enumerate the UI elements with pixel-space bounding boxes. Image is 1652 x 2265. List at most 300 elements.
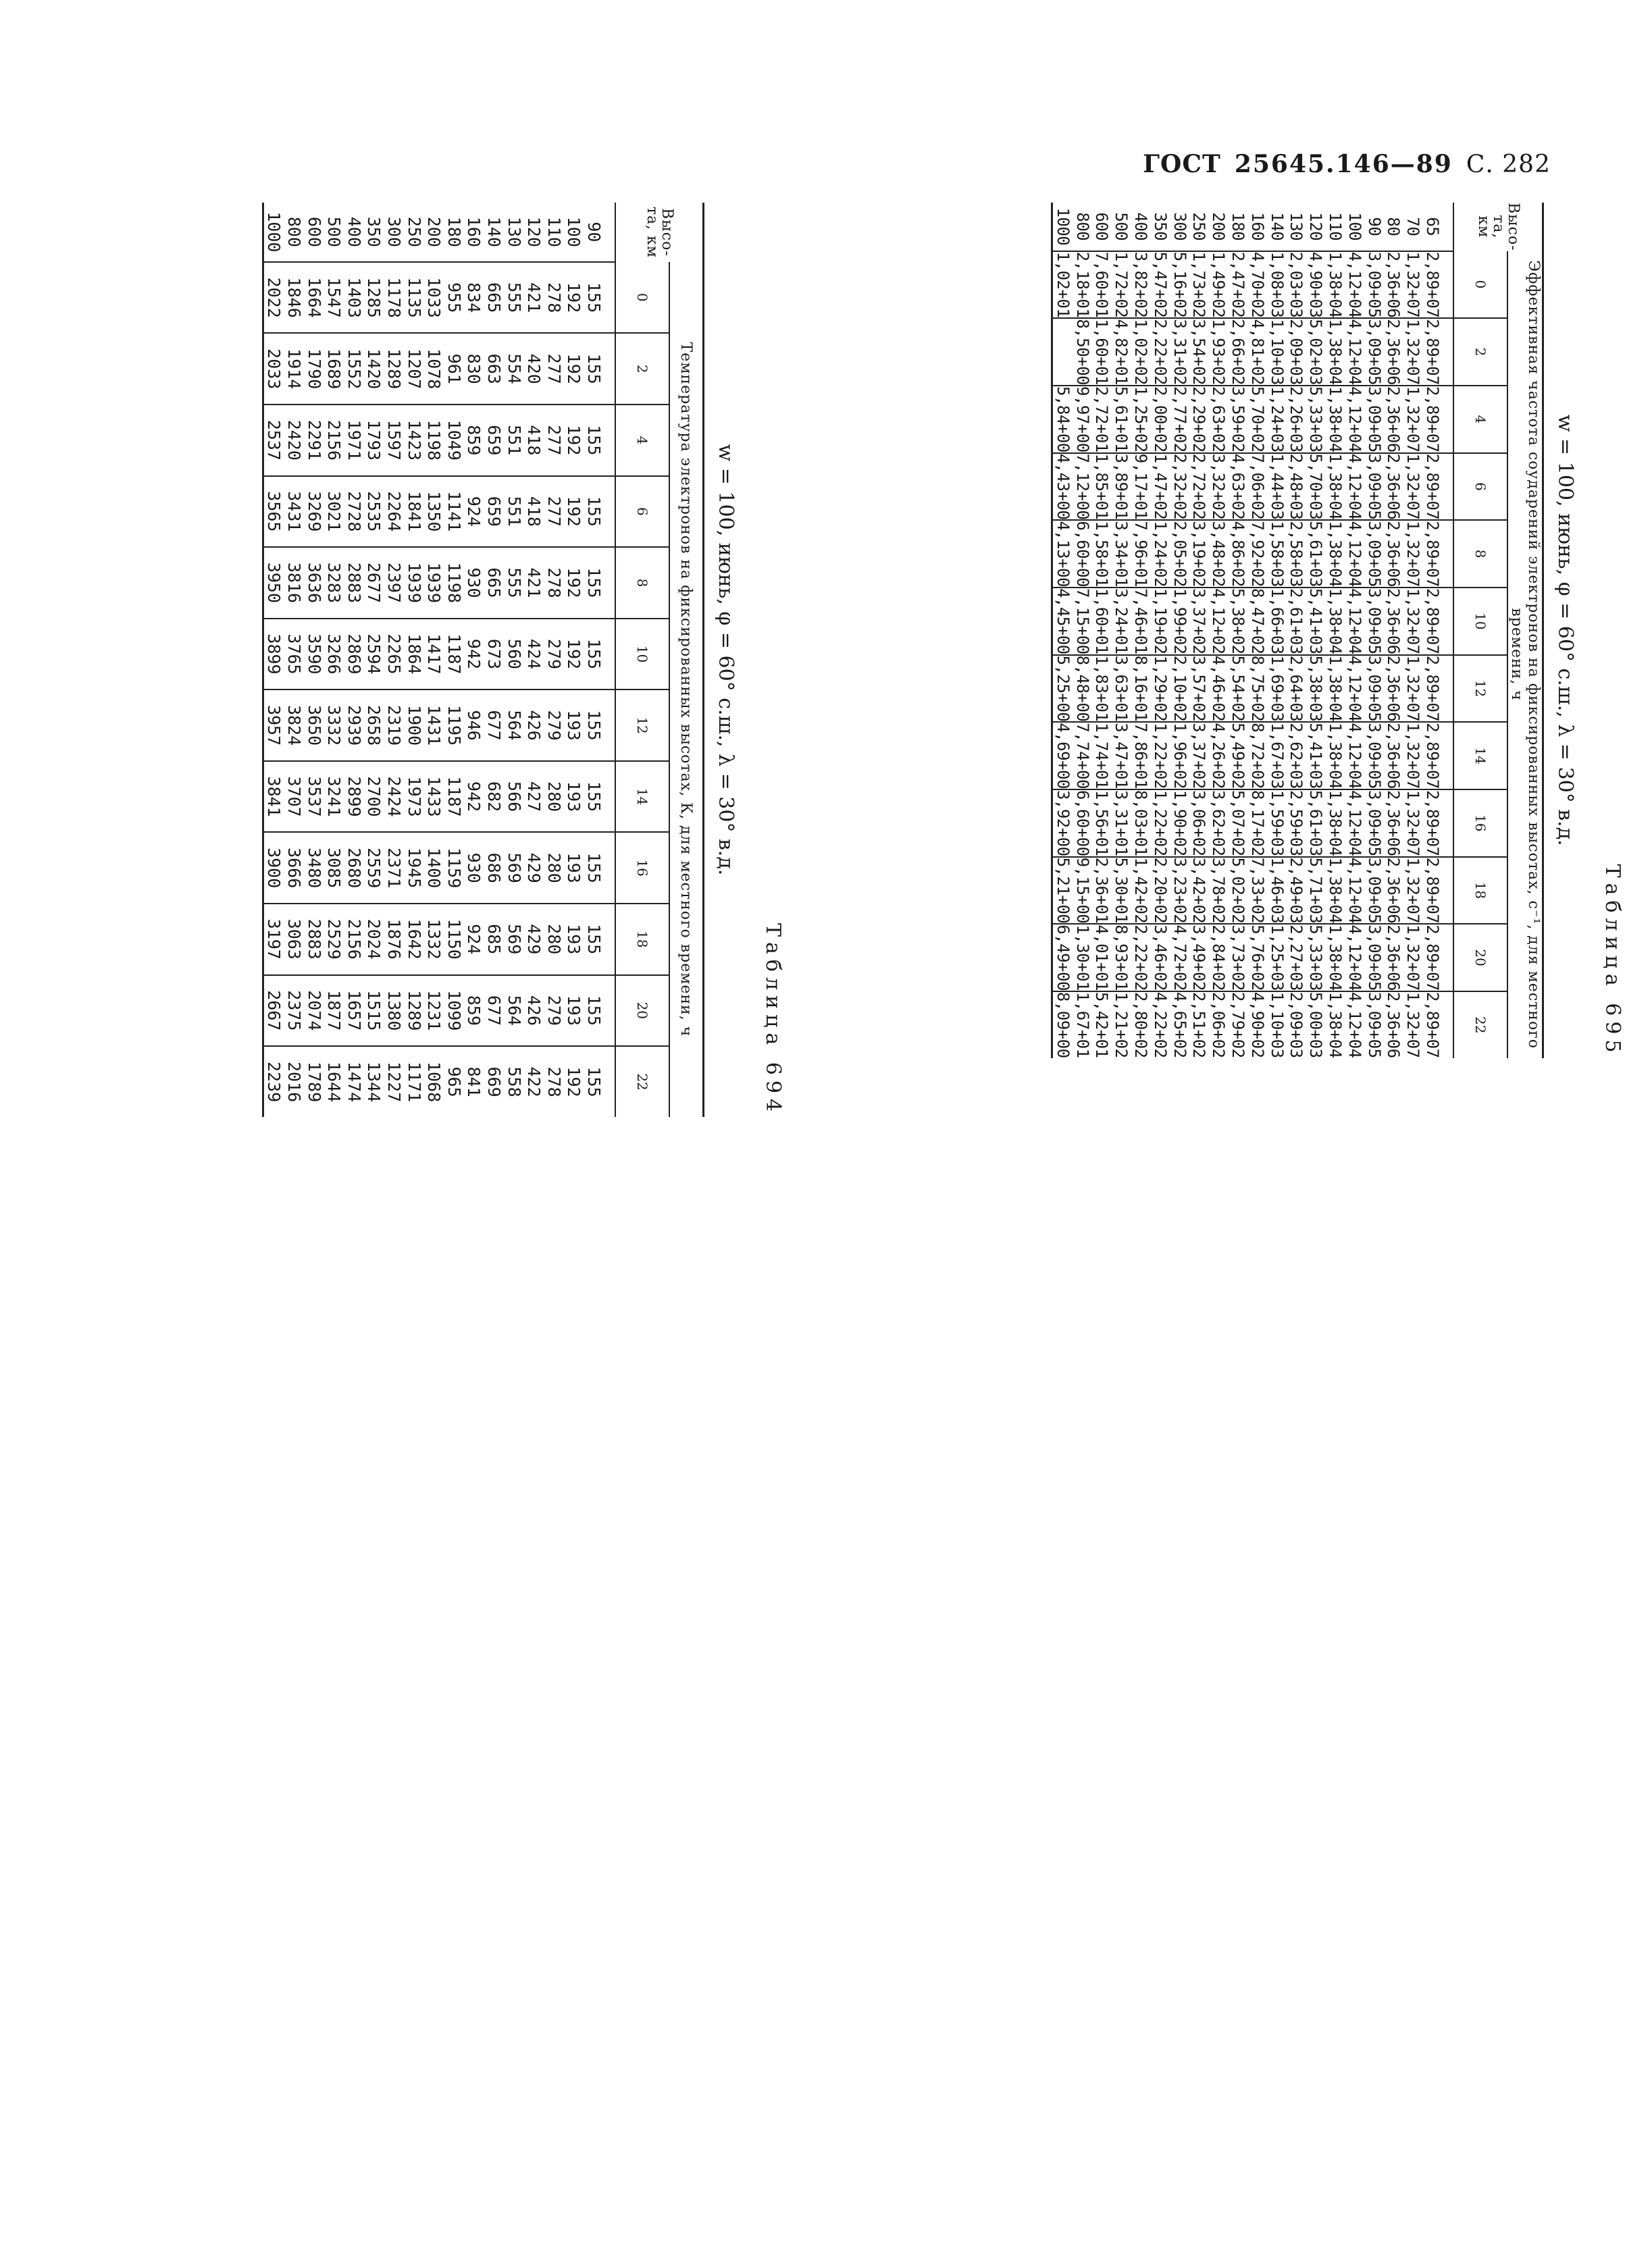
table-cell: 8,17+02: [1247, 789, 1267, 856]
table-cell: 2,22+02: [1131, 925, 1151, 991]
table-cell: 2,89+07: [1423, 789, 1442, 856]
table-cell: 279: [544, 710, 564, 741]
table-cell: 5,84+00: [1053, 386, 1073, 452]
table-cell: 5,61+01: [1112, 386, 1131, 452]
table-cell: 2,36+06: [1384, 723, 1403, 789]
table-cell: 155: [584, 995, 604, 1026]
table-cell: 834: [464, 282, 484, 313]
table-cell: 569: [504, 924, 524, 955]
table-cell: 3480: [304, 848, 324, 889]
altitude-value: 180: [1229, 212, 1248, 241]
table-cell: 5,02+03: [1306, 319, 1326, 385]
table-cell: 558: [504, 1066, 524, 1097]
table-cell: 2265: [384, 633, 405, 675]
altitude-value: 70: [1403, 217, 1423, 236]
table-cell: 3,09+05: [1364, 251, 1384, 318]
table-cell: 2424: [384, 776, 405, 817]
table-cell: 3,48+02: [1209, 521, 1229, 587]
table-cell: 155: [584, 852, 604, 883]
table-cell: 1,38+04: [1326, 857, 1345, 924]
table-cell: 3,09+05: [1364, 386, 1384, 452]
table-cell: 3,32+02: [1209, 453, 1229, 520]
table-cell: 3957: [264, 704, 284, 746]
table-cell: 1,25+02: [1131, 386, 1151, 452]
table-cell: 1150: [444, 918, 464, 960]
table-label: Таблица 694: [761, 923, 785, 1117]
table-cell: 2371: [384, 848, 405, 889]
table-cell: 2537: [264, 419, 284, 461]
table-cell: 7,33+02: [1247, 857, 1267, 924]
table-cell: 3650: [304, 704, 324, 746]
altitude-value: 80: [1384, 217, 1403, 236]
table-cell: 3,34+01: [1112, 521, 1131, 587]
altitude-value: 200: [424, 216, 444, 248]
table-cell: 3,09+05: [1364, 453, 1384, 520]
table-cell: 7,60+01: [1092, 251, 1112, 318]
table-cell: 155: [584, 638, 604, 670]
table-cell: 2,36+06: [1384, 991, 1403, 1058]
table-cell: 2156: [324, 419, 344, 461]
table-cell: 155: [584, 710, 604, 741]
table-cell: 418: [524, 496, 544, 527]
table-cell: 1,29+02: [1150, 655, 1170, 722]
table-cell: 8,48+00: [1073, 655, 1092, 722]
altitude-value: 400: [344, 216, 364, 248]
table-cell: 1,38+04: [1326, 453, 1345, 520]
column-header-time: 14: [1453, 722, 1507, 789]
table-cell: 669: [484, 1066, 505, 1097]
table-cell: 1790: [304, 348, 324, 390]
table-cell: 3,09+05: [1364, 925, 1384, 991]
altitude-value: 600: [304, 216, 324, 248]
table-cell: 2,89+07: [1423, 857, 1442, 924]
column-header-time: 8: [1453, 520, 1507, 588]
table-cell: 3431: [284, 491, 305, 532]
table-cell: 1423: [404, 419, 424, 461]
table-cell: 1420: [364, 348, 384, 390]
table-cell: 155: [584, 425, 604, 456]
table-cell: 841: [464, 1066, 484, 1097]
table-cell: 1,32+07: [1403, 925, 1423, 991]
table-cell: 4,90+03: [1306, 251, 1326, 318]
table-title: w = 100, июнь, φ = 60° с.ш., λ = 30° в.д.: [714, 444, 738, 876]
table-cell: 3590: [304, 633, 324, 675]
table-cell: 955: [444, 282, 464, 313]
table-cell: 280: [544, 781, 564, 812]
table-cell: 9,17+01: [1131, 453, 1151, 520]
table-cell: 3,31+01: [1112, 789, 1131, 856]
table-cell: 155: [584, 353, 604, 384]
value-column: [1052, 386, 1453, 453]
altitude-value: 300: [384, 216, 405, 248]
table-cell: 1939: [424, 562, 444, 604]
table-cell: 1,93+02: [1209, 319, 1229, 385]
table-cell: 193: [564, 781, 584, 812]
table-cell: 1,67+03: [1267, 723, 1287, 789]
table-cell: 2,36+06: [1384, 521, 1403, 587]
table-cell: 2,36+06: [1384, 789, 1403, 856]
table-cell: 4,26+02: [1209, 723, 1229, 789]
table-cell: 3063: [284, 918, 305, 960]
table-cell: 3,09+05: [1364, 588, 1384, 654]
table-cell: 5,38+03: [1306, 655, 1326, 722]
table-cell: 1,32+07: [1403, 789, 1423, 856]
table-cell: 3,31+02: [1170, 319, 1189, 385]
table-cell: 3,59+02: [1229, 386, 1248, 452]
table-cell: 3,57+02: [1189, 655, 1209, 722]
table-cell: 1,44+03: [1267, 453, 1287, 520]
table-cell: 2,77+02: [1170, 386, 1189, 452]
table-cell: 2156: [344, 918, 364, 960]
table-cell: 1187: [444, 633, 464, 675]
table-cell: 1,72+02: [1112, 251, 1131, 318]
table-cell: 3283: [324, 562, 344, 604]
table-cell: 3,46+02: [1150, 925, 1170, 991]
table-cell: 4,70+02: [1247, 251, 1267, 318]
altitude-value: 160: [1247, 212, 1267, 241]
table-cell: 1,32+07: [1403, 251, 1423, 318]
table-cell: 2899: [344, 776, 364, 817]
table-cell: 7,92+02: [1247, 521, 1267, 587]
value-column: [263, 547, 615, 619]
table-cell: 2,00+02: [1150, 386, 1170, 452]
table-cell: 3537: [304, 776, 324, 817]
table-cell: 3085: [324, 848, 344, 889]
table-cell: 1078: [424, 348, 444, 390]
table-cell: 3899: [264, 633, 284, 675]
altitude-value: 800: [1073, 212, 1092, 241]
value-column: [263, 832, 615, 904]
table-cell: 2016: [284, 1061, 305, 1103]
table-cell: 3197: [264, 918, 284, 960]
table-cell: 1,25+03: [1267, 925, 1287, 991]
table-cell: 1,56+01: [1092, 789, 1112, 856]
table-cell: 1,30+01: [1073, 925, 1092, 991]
table-cell: 1,19+02: [1150, 588, 1170, 654]
column-header-time: 18: [615, 904, 669, 975]
table-cell: 3765: [284, 633, 305, 675]
column-header-time: 8: [615, 547, 669, 619]
table-cell: 2,18+01: [1073, 251, 1092, 318]
table-cell: 8,16+01: [1131, 655, 1151, 722]
altitude-column: [1052, 203, 1453, 251]
table-cell: 930: [464, 852, 484, 883]
table-cell: 965: [444, 1066, 464, 1097]
table-cell: 1846: [284, 277, 305, 318]
table-cell: [1053, 319, 1073, 385]
table-cell: 278: [544, 282, 564, 313]
table-cell: 8,50+00: [1073, 319, 1092, 385]
value-column: [1052, 588, 1453, 655]
table-cell: 7,15+00: [1073, 588, 1092, 654]
table-cell: 1,74+01: [1092, 723, 1112, 789]
table-cell: 1,08+03: [1267, 251, 1287, 318]
table-cell: 2,89+07: [1423, 723, 1442, 789]
table-cell: 4,12+04: [1345, 789, 1364, 856]
table-cell: 2,80+02: [1131, 991, 1151, 1058]
page-header: [1143, 150, 1551, 178]
value-column: [263, 333, 615, 405]
table-cell: 1,32+07: [1403, 521, 1423, 587]
table-cell: 4,12+04: [1345, 319, 1364, 385]
table-cell: 5,41+03: [1306, 723, 1326, 789]
table-cell: 3,47+01: [1112, 723, 1131, 789]
table-cell: 3900: [264, 848, 284, 889]
table-cell: 4,12+04: [1345, 588, 1364, 654]
table-cell: 1914: [284, 348, 305, 390]
table-cell: 5,00+03: [1306, 991, 1326, 1058]
altitude-value: 250: [404, 216, 424, 248]
table-cell: 4,12+04: [1345, 723, 1364, 789]
table-cell: 1068: [424, 1061, 444, 1103]
table-cell: 3,19+02: [1189, 521, 1209, 587]
table-cell: 2,27+03: [1287, 925, 1306, 991]
altitude-value: 90: [584, 222, 604, 242]
table-cell: 192: [564, 567, 584, 598]
table-cell: 2,89+07: [1423, 588, 1442, 654]
table-cell: 1,32+07: [1403, 319, 1423, 385]
table-cell: 1552: [344, 348, 364, 390]
table-cell: 659: [484, 496, 505, 527]
table-cell: 5,47+02: [1150, 251, 1170, 318]
table-cell: 569: [504, 852, 524, 883]
altitude-value: 100: [1345, 212, 1364, 241]
table-cell: 3,42+02: [1189, 857, 1209, 924]
altitude-value: 120: [1306, 212, 1326, 241]
table-cell: 4,46+02: [1209, 655, 1229, 722]
table-title: w = 100, июнь, φ = 60° с.ш., λ = 30° в.д.: [1553, 414, 1577, 846]
column-header-time: 0: [615, 262, 669, 334]
altitude-value: 90: [1364, 217, 1384, 236]
altitude-value: 140: [484, 216, 505, 248]
table-cell: 2667: [264, 990, 284, 1031]
table-cell: 4,43+00: [1053, 453, 1073, 520]
table-cell: 2,72+01: [1092, 386, 1112, 452]
value-column: [1052, 991, 1453, 1058]
table-cell: 2,32+02: [1170, 453, 1189, 520]
table-cell: 2,58+03: [1287, 521, 1306, 587]
table-cell: 1350: [424, 491, 444, 532]
table-cell: 426: [524, 995, 544, 1026]
table-cell: 1,58+03: [1267, 521, 1287, 587]
table-cell: 6,49+00: [1053, 925, 1073, 991]
table-cell: 1,46+03: [1267, 857, 1287, 924]
table-cell: 3,09+05: [1364, 723, 1384, 789]
table-cell: 1,32+07: [1403, 453, 1423, 520]
table-cell: 3,78+02: [1209, 857, 1229, 924]
table-cell: 4,12+04: [1345, 453, 1364, 520]
table-cell: 429: [524, 852, 544, 883]
table-cell: 2,36+06: [1384, 857, 1403, 924]
table-cell: 2,89+07: [1423, 251, 1442, 318]
table-cell: 4,12+04: [1345, 857, 1364, 924]
table-cell: 3,62+02: [1209, 789, 1229, 856]
altitude-column: [263, 203, 615, 262]
table-cell: 555: [504, 282, 524, 313]
table-cell: 2,48+03: [1287, 453, 1306, 520]
table-cell: 2,51+02: [1189, 991, 1209, 1058]
table-cell: 2,05+02: [1170, 521, 1189, 587]
altitude-value: 600: [1092, 212, 1112, 241]
altitude-value: 500: [324, 216, 344, 248]
table-cell: 1,22+02: [1150, 723, 1170, 789]
table-cell: 3,09+05: [1364, 789, 1384, 856]
table-cell: 192: [564, 496, 584, 527]
table-cell: 3,89+01: [1112, 453, 1131, 520]
table-cell: 560: [504, 638, 524, 670]
altitude-value: 160: [464, 216, 484, 248]
column-header-time: 4: [615, 405, 669, 476]
table-cell: 2,36+06: [1384, 453, 1403, 520]
value-column: [1052, 251, 1453, 319]
table-cell: 2375: [284, 990, 305, 1031]
value-column: [1052, 520, 1453, 588]
table-cell: 2,89+07: [1423, 991, 1442, 1058]
table-cell: 1971: [344, 419, 364, 461]
table-cell: 9,15+00: [1073, 857, 1092, 924]
table-cell: 1945: [404, 848, 424, 889]
altitude-value: 350: [1150, 212, 1170, 241]
table-cell: 4,65+02: [1170, 991, 1189, 1058]
table-cell: 4,82+01: [1112, 319, 1131, 385]
column-header-time: 20: [615, 975, 669, 1047]
table-cell: 3,82+02: [1131, 251, 1151, 318]
table-cell: 4,63+02: [1229, 453, 1248, 520]
table-cell: 566: [504, 781, 524, 812]
table-cell: 677: [484, 995, 505, 1026]
altitude-value: 250: [1189, 212, 1209, 241]
table-cell: 1,49+02: [1209, 251, 1229, 318]
table-cell: 5,71+03: [1306, 857, 1326, 924]
value-column: [263, 904, 615, 975]
altitude-value: 1000: [1053, 207, 1073, 246]
table-cell: 4,12+04: [1345, 386, 1364, 452]
table-694-block: [262, 203, 785, 1117]
table-cell: 5,33+03: [1306, 386, 1326, 452]
table-cell: 193: [564, 995, 584, 1026]
table-cell: 1,02+01: [1053, 251, 1073, 318]
table-cell: 677: [484, 710, 505, 741]
table-cell: 3,09+05: [1364, 857, 1384, 924]
table-cell: 279: [544, 995, 564, 1026]
value-column: [1052, 857, 1453, 925]
table-cell: 2,09+03: [1287, 991, 1306, 1058]
group-header: Эффективная частота соударений электронов на фиксированных высотах, с⁻¹, для местного времени, ч: [1507, 251, 1543, 1058]
table-cell: 427: [524, 781, 544, 812]
table-cell: 4,12+04: [1345, 251, 1364, 318]
table-cell: 5,42+01: [1092, 991, 1112, 1058]
table-cell: 1171: [404, 1061, 424, 1103]
table-cell: 1178: [384, 277, 405, 318]
column-header-time: 14: [615, 761, 669, 833]
value-column: [263, 619, 615, 690]
table-cell: 2397: [384, 562, 405, 604]
table-cell: 1135: [404, 277, 424, 318]
table-cell: 8,47+02: [1247, 588, 1267, 654]
table-cell: 7,46+01: [1131, 588, 1151, 654]
table-cell: 2,36+06: [1384, 251, 1403, 318]
table-cell: 4,12+04: [1345, 991, 1364, 1058]
table-cell: 3950: [264, 562, 284, 604]
table-cell: 2535: [364, 491, 384, 532]
table-cell: 3,49+02: [1189, 925, 1209, 991]
table-cell: 280: [544, 924, 564, 955]
table-cell: 2,89+07: [1423, 521, 1442, 587]
table-cell: 5,30+01: [1112, 857, 1131, 924]
table-cell: 3666: [284, 848, 305, 889]
table-cell: 2319: [384, 704, 405, 746]
column-header-time: 22: [1453, 991, 1507, 1058]
table-cell: 3565: [264, 491, 284, 532]
table-695-block: [1051, 203, 1624, 1058]
table-cell: 942: [464, 638, 484, 670]
table-cell: 192: [564, 353, 584, 384]
table-cell: 4,81+02: [1247, 319, 1267, 385]
table-cell: 2,49+03: [1287, 857, 1306, 924]
table-cell: 2,89+07: [1423, 453, 1442, 520]
table-cell: 1285: [364, 277, 384, 318]
table-cell: 2658: [364, 704, 384, 746]
table-cell: 5,76+02: [1247, 925, 1267, 991]
value-column: [263, 1046, 615, 1117]
table-cell: 1864: [404, 633, 424, 675]
value-column: [1052, 789, 1453, 857]
table-cell: 1344: [364, 1061, 384, 1103]
table-cell: 1195: [444, 704, 464, 746]
table-cell: 1,38+04: [1326, 925, 1345, 991]
table-cell: 3,54+02: [1189, 319, 1209, 385]
table-cell: 4,69+00: [1053, 723, 1073, 789]
altitude-value: 140: [1267, 212, 1287, 241]
table-cell: 4,12+04: [1345, 521, 1364, 587]
table-cell: 1,32+07: [1403, 655, 1423, 722]
table-cell: 2,06+02: [1209, 991, 1229, 1058]
table-cell: 2883: [304, 918, 324, 960]
table-cell: 1,69+03: [1267, 655, 1287, 722]
table-cell: 193: [564, 710, 584, 741]
table-cell: 2939: [344, 704, 364, 746]
altitude-value: 400: [1131, 212, 1151, 241]
table-cell: 5,70+02: [1247, 386, 1267, 452]
table-cell: 4,86+02: [1229, 521, 1248, 587]
table-cell: 155: [584, 496, 604, 527]
table-cell: 1,38+04: [1326, 251, 1345, 318]
table-cell: 2,84+02: [1209, 925, 1229, 991]
table-cell: 2529: [324, 918, 344, 960]
table-cell: 1,38+04: [1326, 588, 1345, 654]
table-cell: 3707: [284, 776, 305, 817]
table-cell: 3,63+01: [1112, 655, 1131, 722]
table-cell: 1099: [444, 990, 464, 1031]
altitude-header: Высо- та, км: [615, 203, 704, 262]
table-cell: 1,22+02: [1150, 789, 1170, 856]
table-cell: 1417: [424, 633, 444, 675]
table-cell: 1841: [404, 491, 424, 532]
altitude-value: 100: [564, 216, 584, 248]
table-cell: 1227: [384, 1061, 405, 1103]
table-cell: 930: [464, 567, 484, 598]
table-cell: 2,61+03: [1287, 588, 1306, 654]
table-cell: 278: [544, 567, 564, 598]
altitude-value: 120: [524, 216, 544, 248]
table-cell: 1,32+07: [1403, 723, 1423, 789]
table-cell: 1433: [424, 776, 444, 817]
value-column: [263, 761, 615, 833]
table-cell: 3636: [304, 562, 324, 604]
table-cell: 6,60+00: [1073, 521, 1092, 587]
table-cell: 1,38+04: [1326, 991, 1345, 1058]
table-cell: 4,12+04: [1345, 925, 1364, 991]
